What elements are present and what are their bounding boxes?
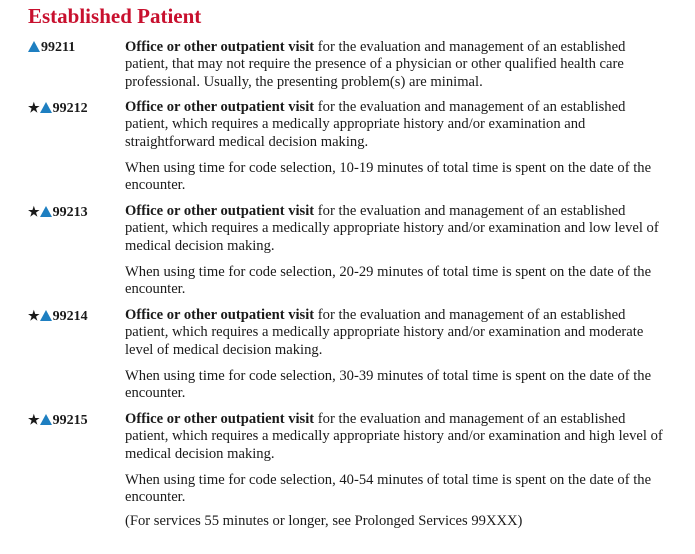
code-label [28,39,75,56]
description-lead: Office or other outpatient visit [125,411,315,427]
revised-code-triangle-icon [40,206,52,217]
description-text: for the evaluation and management of an established patient, which requires a medically appropriate history and/or examination and high level of medical decision making. [125,411,663,462]
description-lead: Office or other outpatient visit [125,307,315,323]
code-description [125,411,670,463]
code-number: 99215 [52,413,88,428]
revised-code-triangle-icon [40,102,52,113]
code-description [125,203,670,255]
code-description [125,307,670,359]
star-icon: ★ [28,308,40,323]
star-icon: ★ [28,204,40,219]
time-guideline: When using time for code selection, 30-39 minutes of total time is spent on the date of the encounter. [125,368,652,402]
code-label [28,203,88,221]
section-heading: Established Patient [28,4,202,28]
code-label [28,99,88,117]
code-number: 99211 [41,40,76,55]
description-lead: Office or other outpatient visit [125,99,315,115]
description-text: for the evaluation and management of an established patient, which requires a medically appropriate history and/or examination and moderate level of medical decision making. [125,307,644,358]
description-text: for the evaluation and management of an established patient, which requires a medically appropriate history and/or examination and straightforward medical decision making. [125,99,626,150]
description-text: for the evaluation and management of an established patient, which requires a medically appropriate history and/or examination and low level of medical decision making. [125,203,659,254]
code-number: 99213 [52,205,88,220]
star-icon: ★ [28,412,40,427]
time-guideline: When using time for code selection, 40-54 minutes of total time is spent on the date of the encounter. [125,472,652,506]
time-guideline: When using time for code selection, 10-19 minutes of total time is spent on the date of the encounter. [125,160,652,194]
description-text: for the evaluation and management of an established patient, that may not require the presence of a physician or other qualified health care professional. Usually, the presenting problem(s) are minimal. [125,39,626,90]
revised-code-triangle-icon [40,310,52,321]
code-description [125,99,670,151]
code-number: 99212 [52,101,88,116]
revised-code-triangle-icon [28,41,40,52]
code-label [28,411,88,429]
star-icon: ★ [28,100,40,115]
description-lead: Office or other outpatient visit [125,203,315,219]
code-description [125,39,670,91]
time-guideline: When using time for code selection, 20-29 minutes of total time is spent on the date of the encounter. [125,264,652,298]
code-number: 99214 [52,309,88,324]
revised-code-triangle-icon [40,414,52,425]
prolonged-services-note: (For services 55 minutes or longer, see Prolonged Services 99XXX) [125,513,523,529]
code-label [28,307,88,325]
description-lead: Office or other outpatient visit [125,39,315,55]
